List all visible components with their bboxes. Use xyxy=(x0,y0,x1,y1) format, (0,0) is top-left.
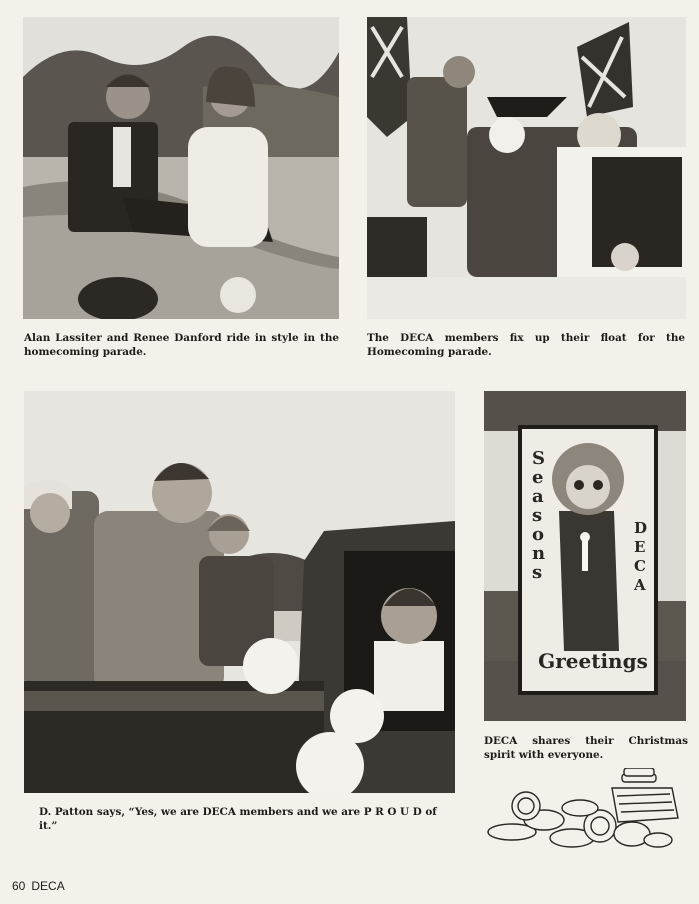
photo-float-flags xyxy=(367,17,686,319)
caption-christmas-sign xyxy=(484,734,688,762)
caption-text: DECA shares their Christmas spirit with everyone. xyxy=(484,735,688,761)
float-photo-art xyxy=(367,17,686,319)
sign-word-bottom: Greetings xyxy=(538,649,648,673)
caption-text: Alan Lassiter and Renee Danford ride in style in the homecoming parade. xyxy=(24,332,339,358)
coins-art xyxy=(482,768,680,858)
section-name: DECA xyxy=(31,879,65,893)
caption-homecoming-couple xyxy=(24,331,339,359)
sign-word-right: DECA xyxy=(634,519,648,594)
couple-photo-art xyxy=(23,17,339,319)
photo-homecoming-couple xyxy=(23,17,339,319)
photo-christmas-sign xyxy=(484,391,686,721)
caption-float-flags xyxy=(367,331,685,359)
illustration-coins xyxy=(482,768,680,858)
page-number: 60 xyxy=(12,879,26,893)
caption-truck-students xyxy=(39,805,449,833)
truck-photo-art xyxy=(24,391,455,793)
caption-text: The DECA members fix up their float for the Homecoming parade. xyxy=(367,332,685,358)
photo-truck-students xyxy=(24,391,455,793)
caption-text: D. Patton says, “Yes, we are DECA members and we are P R O U D of it.” xyxy=(39,806,437,832)
sign-word-left: Seasons xyxy=(532,448,546,583)
page-folio xyxy=(12,879,71,893)
